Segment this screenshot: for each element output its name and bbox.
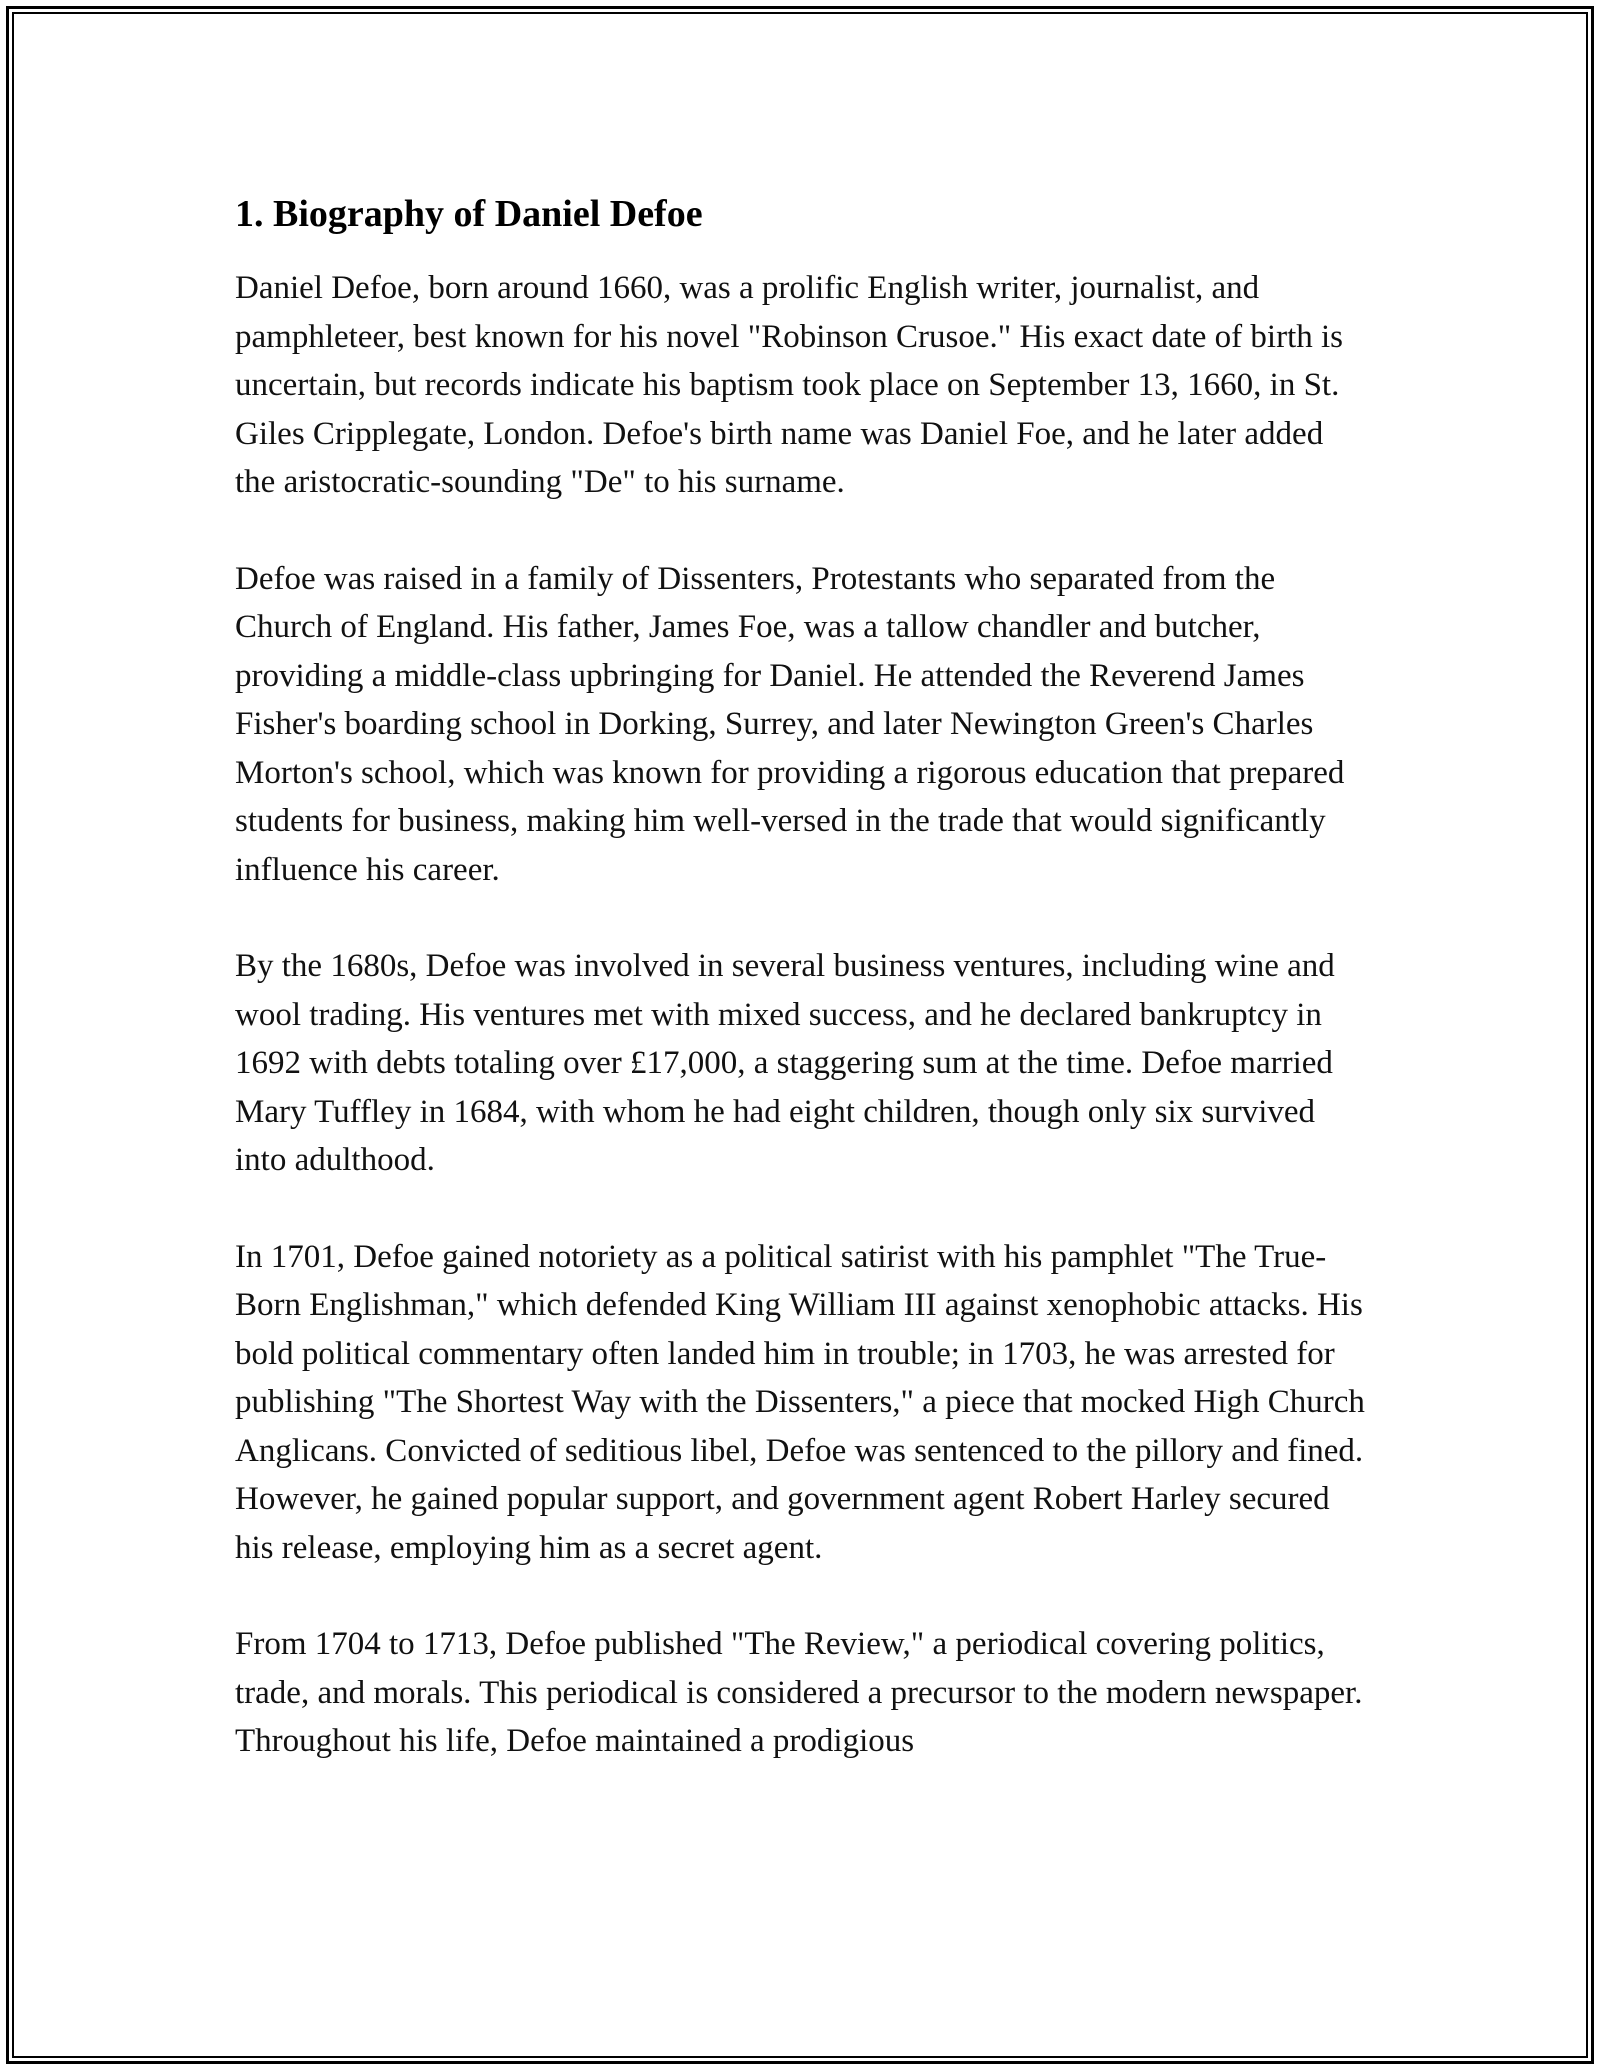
paragraph-early-life: Daniel Defoe, born around 1660, was a prolific English writer, journalist, and pamphleteer, best known for his novel "Robinson Crusoe." His exact date of birth is uncertain, but records indicate his baptism took place on September 13, 1660, in St. Giles Cripplegate, London. Defoe's birth name was Daniel Foe, and he later added the aristocratic-sounding "De" to his surname. <box>235 270 1343 500</box>
paragraph-upbringing: Defoe was raised in a family of Dissenters, Protestants who separated from the Church of England. His father, James Foe, was a tallow chandler and butcher, providing a middle-class upbringing for Daniel. He attended the Reverend James Fisher's boarding school in Dorking, Surrey, and later Newington Green's Charles Morton's school, which was known for providing a rigorous education that prepared students for business, making him well-versed in the trade that would significantly influence his career. <box>235 560 1345 888</box>
section-heading: 1. Biography of Daniel Defoe <box>235 193 703 235</box>
paragraph-the-review: From 1704 to 1713, Defoe published "The Review," a periodical covering politics, trade, and morals. This periodical is considered a precursor to the modern newspaper. Throughout his life, Defoe maintained a prodigious <box>235 1626 1363 1759</box>
document-body <box>235 186 1365 1814</box>
paragraph-business: By the 1680s, Defoe was involved in several business ventures, including wine and wool trading. His ventures met with mixed success, and he declared bankruptcy in 1692 with debts totaling over £17,000, a staggering sum at the time. Defoe married Mary Tuffley in 1684, with whom he had eight children, though only six survived into adulthood. <box>235 948 1335 1178</box>
paragraph-political-career: In 1701, Defoe gained notoriety as a political satirist with his pamphlet "The True-Born Englishman," which defended King William III against xenophobic attacks. His bold political commentary often landed him in trouble; in 1703, he was arrested for publishing "The Shortest Way with the Dissenters," a piece that mocked High Church Anglicans. Convicted of seditious libel, Defoe was sentenced to the pillory and fined. However, he gained popular support, and government agent Robert Harley secured his release, employing him as a secret agent. <box>235 1238 1365 1566</box>
